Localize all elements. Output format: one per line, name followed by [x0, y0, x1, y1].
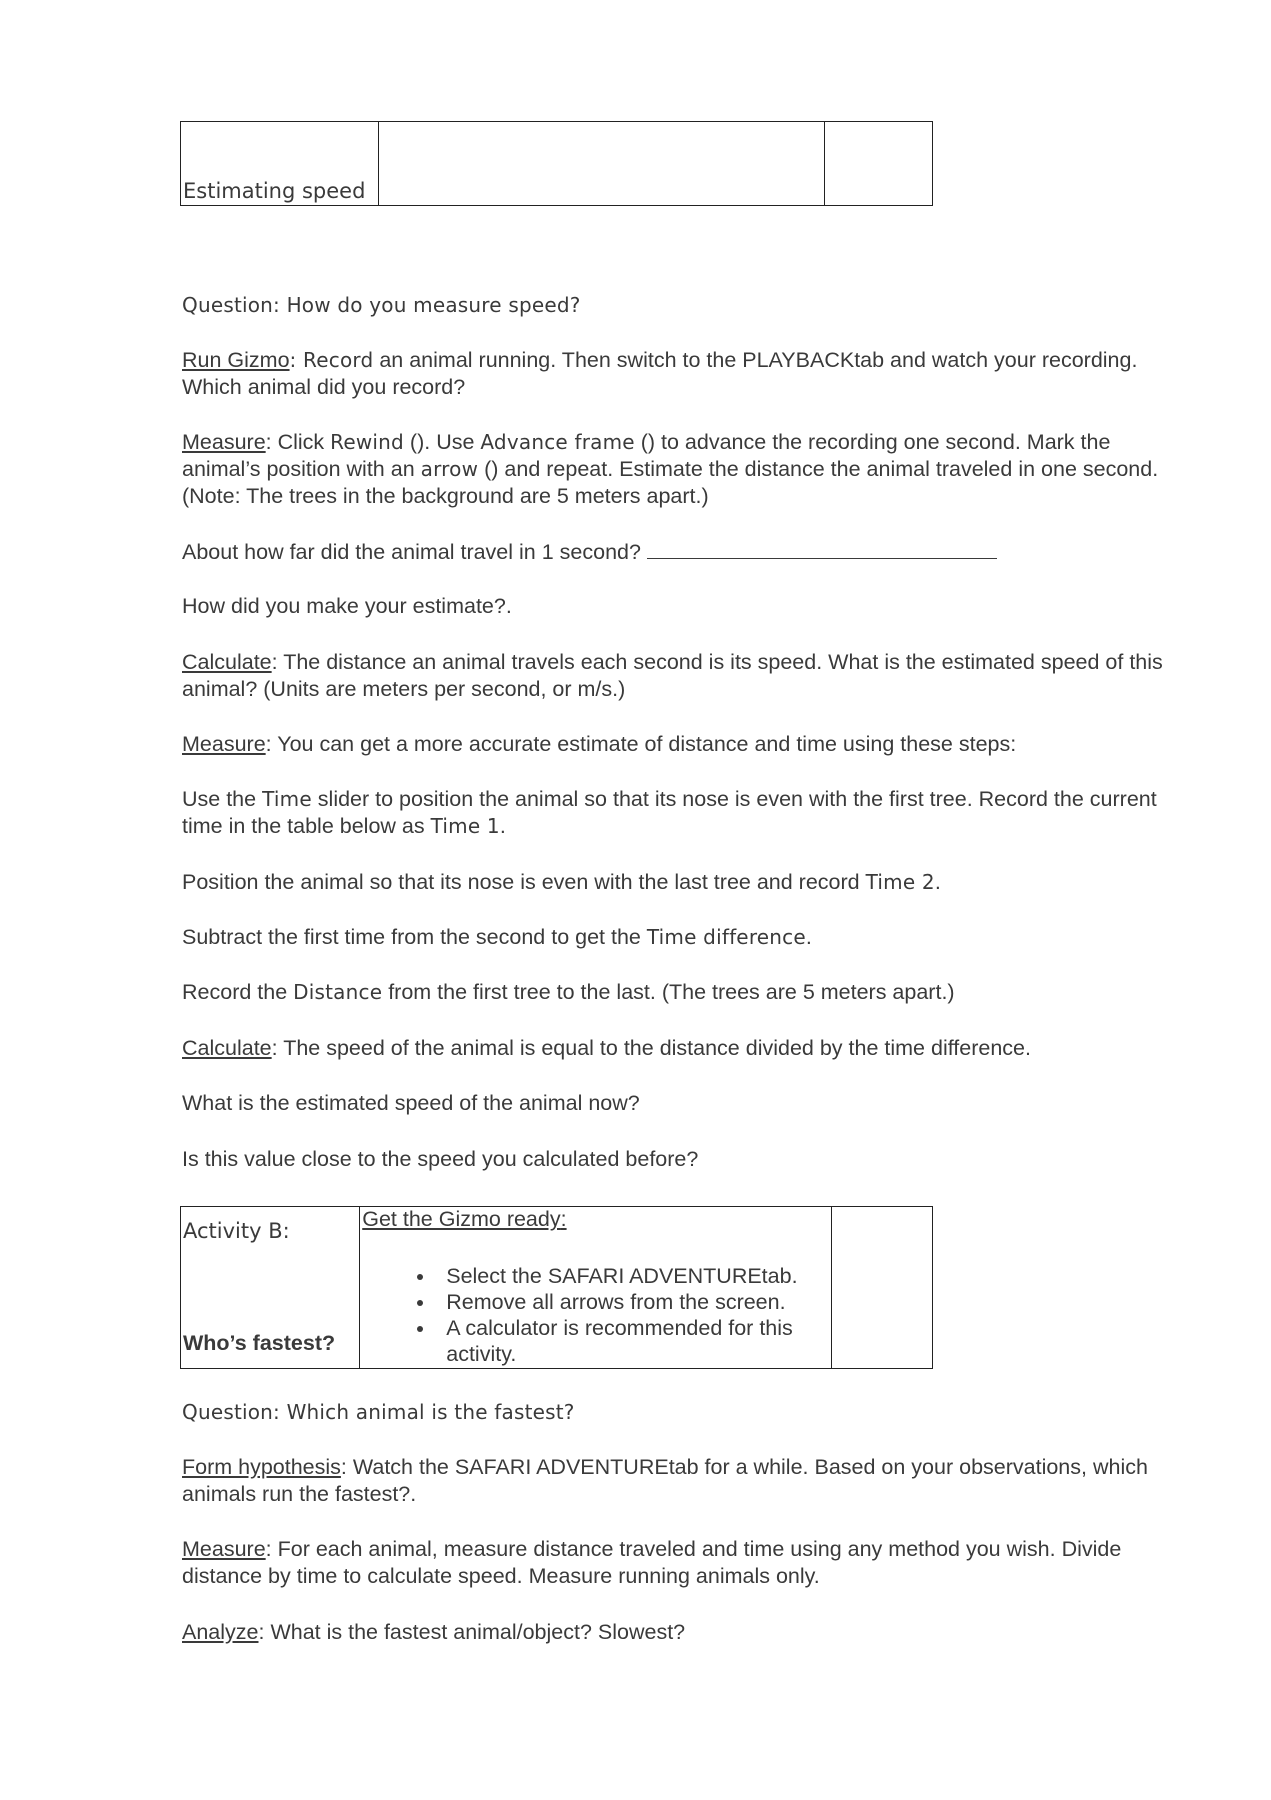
gizmo-ready-steps	[360, 1263, 816, 1367]
time-term: Time	[262, 787, 312, 811]
activity-b-table	[180, 1206, 933, 1369]
speed-now-question: What is the estimated speed of the animal now?	[182, 1091, 640, 1115]
step-text-b: slider to position the animal so that its nose is even with the first tree. Record the current time in the table below as	[182, 787, 1157, 838]
header-title: Estimating speed	[181, 122, 379, 206]
close-value-question: Is this value close to the speed you calculated before?	[182, 1147, 699, 1171]
distance-term: Distance	[293, 980, 383, 1004]
step-time-difference	[182, 924, 1182, 951]
calculate-text: : The speed of the animal is equal to the distance divided by the time difference.	[271, 1036, 1031, 1060]
measure-text-c: () to advance the recording one second. Mark the animal’s position with an	[182, 430, 1111, 481]
run-gizmo-label: Run Gizmo	[182, 348, 290, 372]
step-text-b: .	[805, 925, 812, 949]
measure-2-paragraph	[182, 731, 1182, 758]
step-text-a: Record the	[182, 980, 294, 1004]
rewind-term: Rewind	[330, 430, 404, 454]
step-text-a: Use the	[182, 787, 263, 811]
question-text: Which animal is the fastest?	[286, 1400, 575, 1424]
time-1-term: Time 1	[430, 814, 500, 838]
about-far-question	[182, 538, 1182, 566]
activity-b-cell	[181, 1207, 360, 1369]
question-label: Question:	[182, 293, 280, 317]
gizmo-ready-text: Get the Gizmo ready	[362, 1207, 561, 1231]
analyze-label: Analyze	[182, 1620, 259, 1644]
measure-label: Measure	[182, 1537, 266, 1561]
run-gizmo-record: : Record	[289, 348, 374, 372]
activity-b-label: Activity B:	[183, 1219, 290, 1243]
advance-frame-term: Advance frame	[480, 430, 635, 454]
measure-3-paragraph	[182, 1536, 1182, 1590]
measure-text-d: () and repeat. Estimate the distance the animal traveled in one second. (Note: The trees in the background are 5 meters apart.)	[182, 457, 1159, 508]
header-empty-cell	[378, 122, 824, 206]
time-2-term: Time 2	[865, 870, 935, 894]
measure-label: Measure	[182, 732, 266, 756]
arrow-term: arrow	[420, 457, 479, 481]
calculate-label: Calculate	[182, 650, 272, 674]
calculate-2-paragraph	[182, 1035, 1182, 1062]
step-time-2	[182, 869, 1182, 896]
measure-1-paragraph	[182, 429, 1182, 510]
measure-text-b: (). Use	[403, 430, 481, 454]
run-gizmo-text: an animal running. Then switch to the PLAYBACKtab and watch your recording. Which animal did you record?	[182, 348, 1138, 399]
calculate-label: Calculate	[182, 1036, 272, 1060]
calculate-1-paragraph	[182, 649, 1182, 703]
step-time-1	[182, 786, 1182, 840]
measure-label: Measure	[182, 430, 266, 454]
header-table	[180, 121, 933, 206]
step-text-a: Position the animal so that its nose is even with the last tree and record	[182, 870, 866, 894]
analyze-paragraph	[182, 1619, 1182, 1646]
question-2	[182, 1399, 1182, 1426]
hypothesis-label: Form hypothesis	[182, 1455, 341, 1479]
hypothesis-paragraph	[182, 1454, 1182, 1508]
about-far-text: About how far did the animal travel in 1 second?	[182, 540, 641, 564]
time-difference-term: Time difference	[646, 925, 806, 949]
run-gizmo-paragraph	[182, 347, 1182, 401]
measure-text: : You can get a more accurate estimate of distance and time using these steps:	[265, 732, 1017, 756]
step-text-c: .	[499, 814, 506, 838]
step-item: • Select the SAFARI ADVENTUREtab.	[436, 1263, 816, 1289]
analyze-text: : What is the fastest animal/object? Slowest?	[258, 1620, 686, 1644]
gizmo-ready-cell	[360, 1207, 832, 1369]
gizmo-ready-label	[362, 1207, 566, 1232]
answer-blank	[647, 538, 997, 559]
measure-text-a: : Click	[265, 430, 331, 454]
step-text-b: from the first tree to the last. (The trees are 5 meters apart.)	[382, 980, 955, 1004]
header-empty-cell-small	[824, 122, 933, 206]
how-estimate-question: How did you make your estimate?.	[182, 594, 512, 618]
step-distance	[182, 979, 1182, 1006]
step-item: • A calculator is recommended for this activity.	[436, 1315, 816, 1367]
activity-b-title: Who’s fastest?	[183, 1331, 336, 1355]
step-text-a: Subtract the first time from the second to get the	[182, 925, 647, 949]
question-text: How do you measure speed?	[286, 293, 581, 317]
question-1	[182, 292, 1182, 319]
hypothesis-text: : Watch the SAFARI ADVENTUREtab for a while. Based on your observations, which animals run the fastest?.	[182, 1455, 1148, 1506]
question-label: Question:	[182, 1400, 280, 1424]
activity-b-empty-cell	[831, 1207, 932, 1369]
gizmo-ready-colon: :	[560, 1207, 567, 1231]
measure-text: : For each animal, measure distance traveled and time using any method you wish. Divide distance by time to calculate speed. Measure running animals only.	[182, 1537, 1122, 1588]
step-text-b: .	[934, 870, 941, 894]
calculate-text: : The distance an animal travels each second is its speed. What is the estimated speed of this animal? (Units are meters per second, or m/s.)	[182, 650, 1163, 701]
step-item: • Remove all arrows from the screen.	[436, 1289, 816, 1315]
